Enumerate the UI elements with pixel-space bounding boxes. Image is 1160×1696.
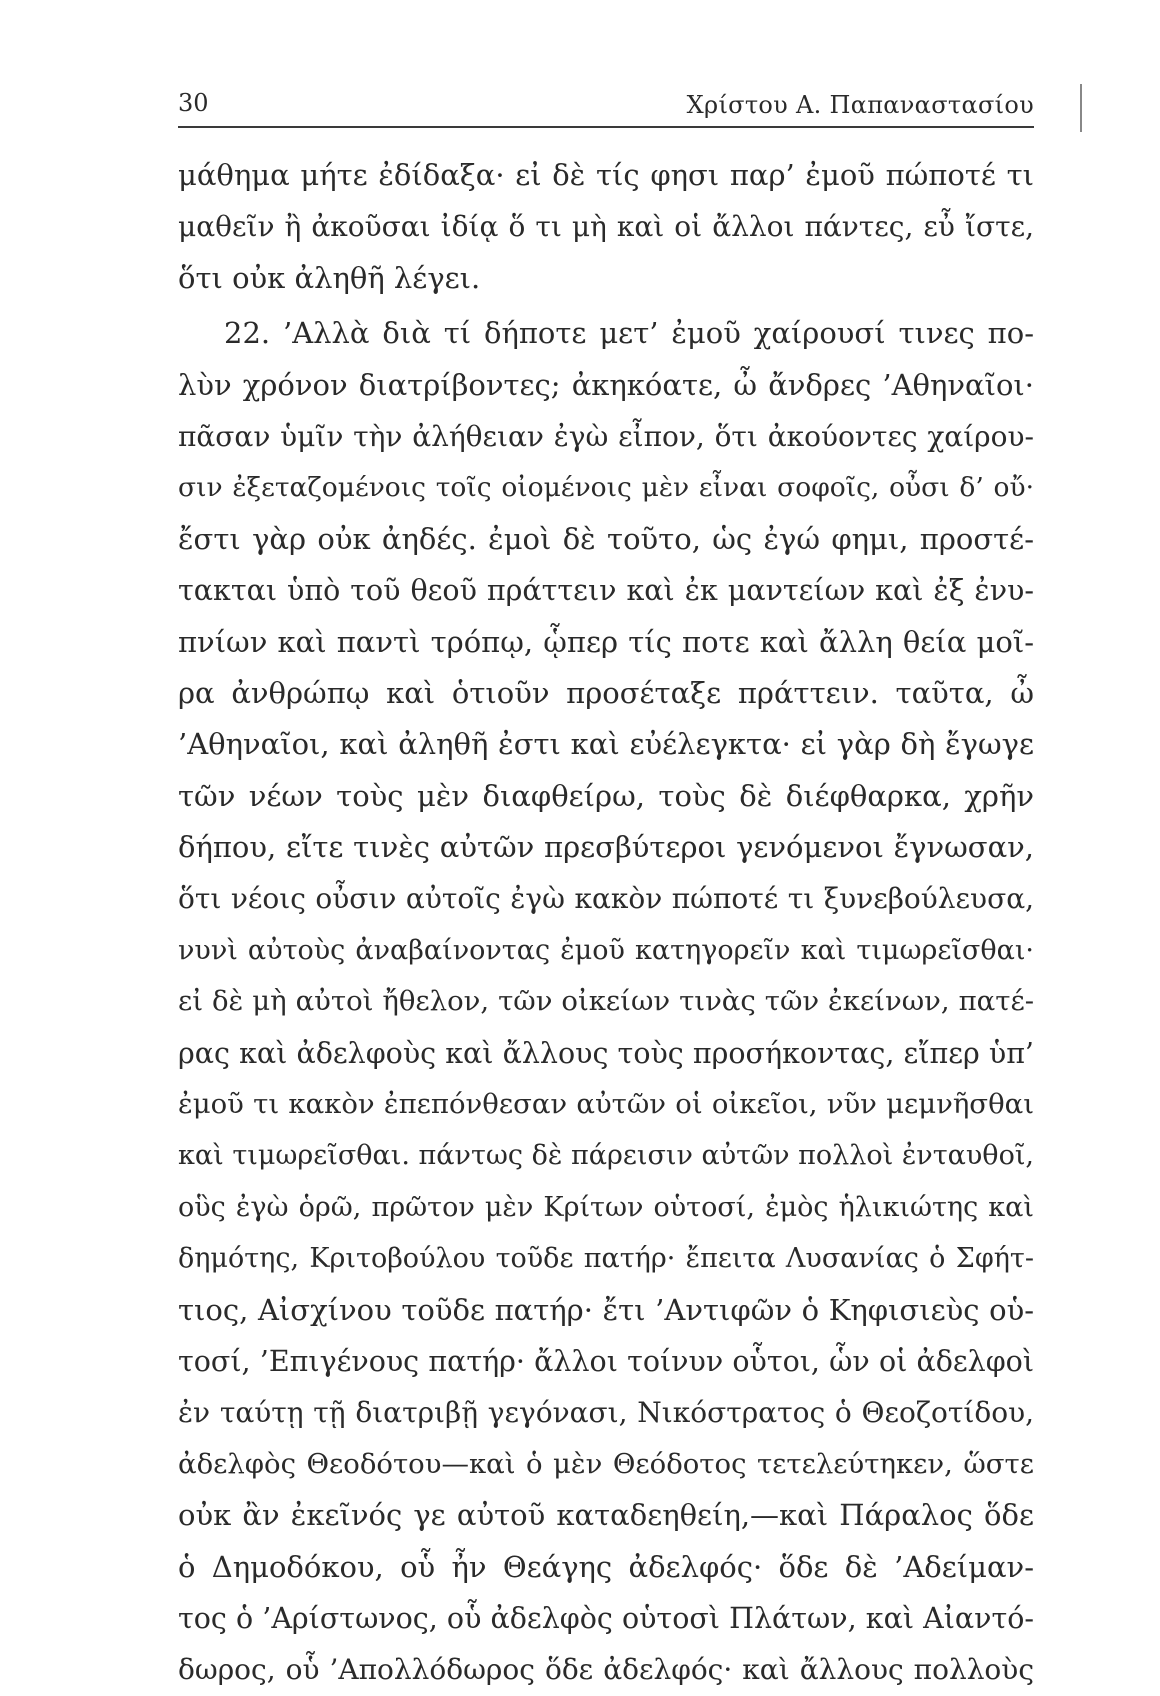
paragraph-start-line: 22. ’Αλλὰ διὰ τί δήποτε μετ’ ἐμοῦ χαίρουσί τινες πο-	[224, 316, 1034, 351]
text-line: ἐμοῦ τι κακὸν ἐπεπόνθεσαν αὐτῶν οἱ οἰκεῖοι, νῦν μεμνῆσθαι	[178, 1088, 1034, 1121]
text-line: καὶ τιμωρεῖσθαι. πάντως δὲ πάρεισιν αὐτῶν πολλοὶ ἐνταυθοῖ,	[178, 1140, 1034, 1172]
text-line: τακται ὑπὸ τοῦ θεοῦ πράττειν καὶ ἐκ μαντείων καὶ ἐξ ἐνυ-	[178, 574, 1034, 608]
text-line: ρας καὶ ἀδελφοὺς καὶ ἄλλους τοὺς προσήκοντας, εἴπερ ὑπ’	[178, 1036, 1034, 1070]
text-line: ἔστι γὰρ οὐκ ἀηδές. ἐμοὶ δὲ τοῦτο, ὡς ἐγώ φημι, προστέ-	[178, 521, 1034, 556]
header-rule	[178, 126, 1034, 128]
text-line: οὓς ἐγὼ ὁρῶ, πρῶτον μὲν Κρίτων οὑτοσί, ἐμὸς ἡλικιώτης καὶ	[178, 1191, 1034, 1223]
text-line: μαθεῖν ἢ ἀκοῦσαι ἰδίᾳ ὅ τι μὴ καὶ οἱ ἄλλοι πάντες, εὖ ἴστε,	[178, 210, 1034, 244]
text-line: ρα ἀνθρώπῳ καὶ ὁτιοῦν προσέταξε πράττειν. ταῦτα, ὦ	[178, 675, 1034, 710]
text-line: λὺν χρόνον διατρίβοντες; ἀκηκόατε, ὦ ἄνδρες ’Αθηναῖοι·	[178, 367, 1034, 402]
text-line: σιν ἐξεταζομένοις τοῖς οἰομένοις μὲν εἶναι σοφοῖς, οὖσι δ’ οὔ·	[178, 472, 1034, 504]
page-edge-mark	[1080, 84, 1082, 132]
text-line: ὁ Δημοδόκου, οὗ ἦν Θεάγης ἀδελφός· ὅδε δὲ ’Αδείμαν-	[178, 1549, 1034, 1584]
body-text	[178, 150, 1034, 1696]
text-line: πνίων καὶ παντὶ τρόπῳ, ᾧπερ τίς ποτε καὶ ἄλλη θεία μοῖ-	[178, 624, 1034, 659]
text-line: ἀδελφὸς Θεοδότου—καὶ ὁ μὲν Θεόδοτος τετελεύτηκεν, ὥστε	[178, 1447, 1034, 1480]
text-line: ἐν ταύτῃ τῇ διατριβῇ γεγόνασι, Νικόστρατος ὁ Θεοζοτίδου,	[178, 1396, 1034, 1430]
text-line: νυνὶ αὐτοὺς ἀναβαίνοντας ἐμοῦ κατηγορεῖν καὶ τιμωρεῖσθαι·	[178, 934, 1034, 966]
text-line: τος ὁ ’Αρίστωνος, οὗ ἀδελφὸς οὑτοσὶ Πλάτων, καὶ Αἰαντό-	[178, 1601, 1034, 1635]
text-line: τῶν νέων τοὺς μὲν διαφθείρω, τοὺς δὲ διέφθαρκα, χρῆν	[178, 778, 1034, 813]
text-line: μάθημα μήτε ἐδίδαξα· εἰ δὲ τίς φησι παρ’ ἐμοῦ πώποτέ τι	[178, 158, 1034, 192]
text-line: δημότης, Κριτοβούλου τοῦδε πατήρ· ἔπειτα Λυσανίας ὁ Σφήτ-	[178, 1243, 1034, 1275]
text-line: εἰ δὲ μὴ αὐτοὶ ἤθελον, τῶν οἰκείων τινὰς τῶν ἐκείνων, πατέ-	[178, 985, 1034, 1018]
page-header	[178, 88, 1034, 124]
running-head: Χρίστου Α. Παπαναστασίου	[686, 91, 1034, 119]
text-line: δήπου, εἴτε τινὲς αὐτῶν πρεσβύτεροι γενόμενοι ἔγνωσαν,	[178, 830, 1034, 865]
text-line: τιος, Αἰσχίνου τοῦδε πατήρ· ἔτι ’Αντιφῶν ὁ Κηφισιεὺς οὑ-	[178, 1292, 1034, 1327]
text-line: πᾶσαν ὑμῖν τὴν ἀλήθειαν ἐγὼ εἶπον, ὅτι ἀκούοντες χαίρου-	[178, 419, 1034, 453]
text-line: τοσί, ’Επιγένους πατήρ· ἄλλοι τοίνυν οὗτοι, ὧν οἱ ἀδελφοὶ	[178, 1344, 1034, 1378]
text-line: ὅτι οὐκ ἀληθῆ λέγει.	[178, 260, 481, 295]
text-line: δωρος, οὗ ’Απολλόδωρος ὅδε ἀδελφός· καὶ ἄλλους πολλοὺς	[178, 1653, 1034, 1687]
text-line: οὐκ ἂν ἐκεῖνός γε αὐτοῦ καταδεηθείη,—καὶ Πάραλος ὅδε	[178, 1498, 1034, 1533]
page-number: 30	[178, 89, 209, 117]
text-line: ὅτι νέοις οὖσιν αὐτοῖς ἐγὼ κακὸν πώποτέ τι ξυνεβούλευσα,	[178, 882, 1034, 916]
text-line: ’Αθηναῖοι, καὶ ἀληθῆ ἐστι καὶ εὐέλεγκτα· εἰ γὰρ δὴ ἔγωγε	[178, 727, 1034, 762]
